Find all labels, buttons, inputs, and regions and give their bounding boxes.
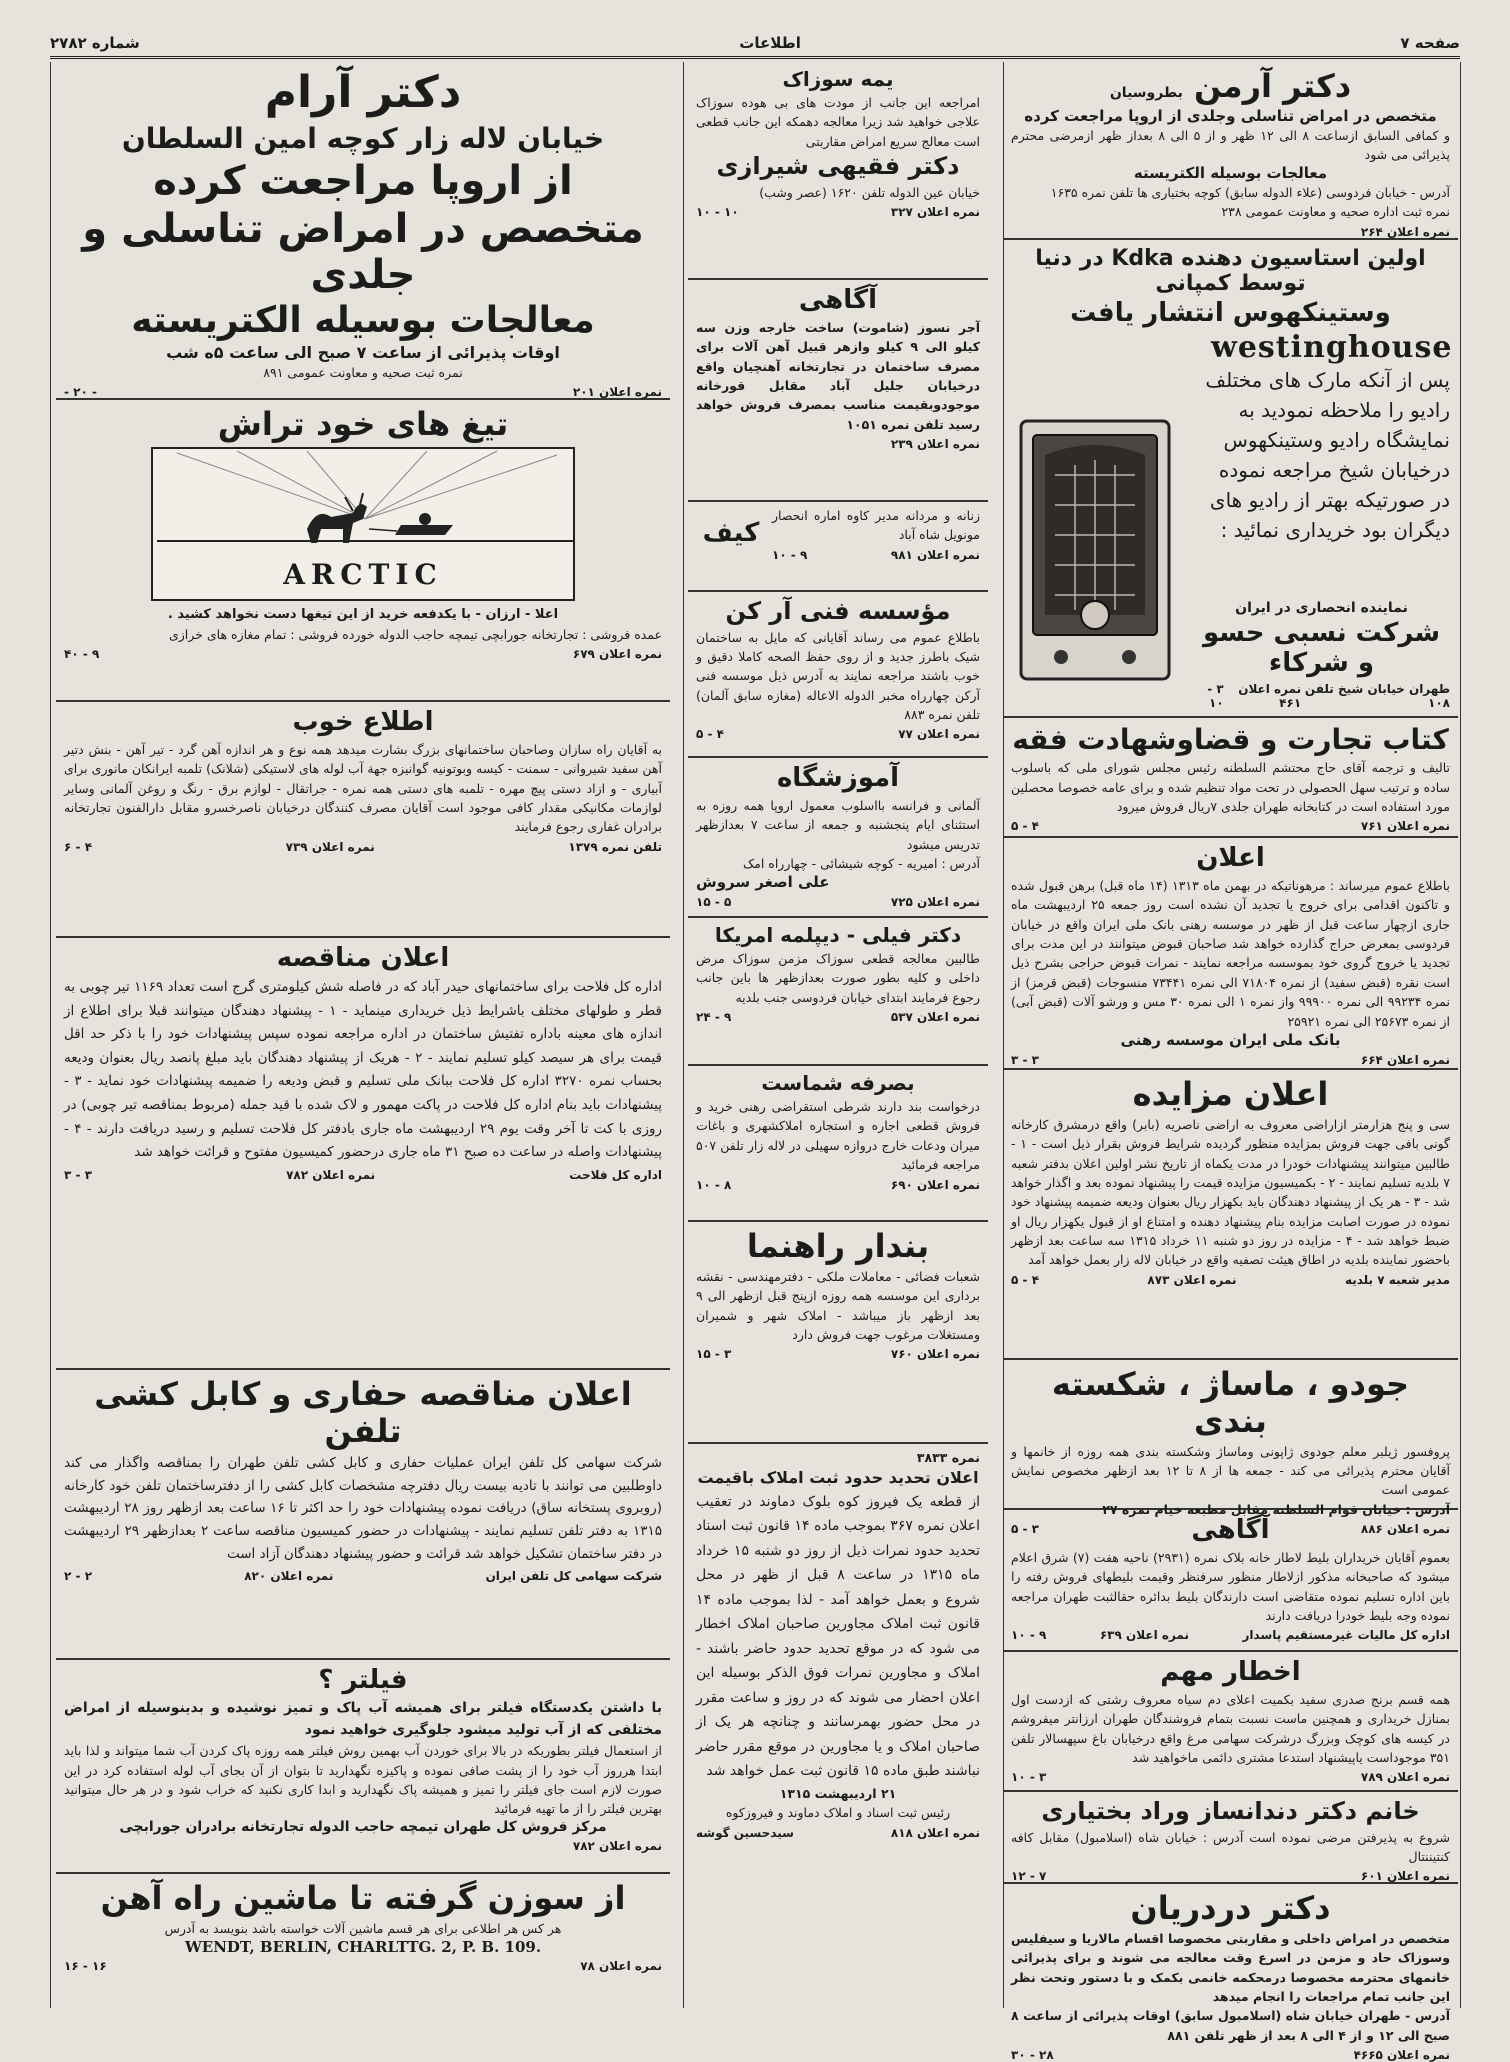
ad-footer: طهران خیابان شیخ تلفن ۱۰۸ نمره اعلان ۴۶۱ ۳ - ۱۰: [1207, 682, 1450, 710]
ad-title: مؤسسه فنی آر کن: [725, 597, 951, 625]
ad-bricks: [688, 280, 988, 502]
ad-book: [1003, 718, 1458, 838]
ad-signature: رئیس ثبت اسناد و املاک دماوند و فیروزکوه: [725, 1805, 951, 1821]
ad-footer: نمره اعلان ۸۱۸ سیدحسین گوشه: [696, 1825, 980, 1840]
ad-body: از استعمال فیلتر بطوریکه در بالا برای خوردن آب بهمین روش فیلتر همه روزه پاک کردن آب شما میتواند و لذا باید ابتدا هرروز آب خود را از پشت صافی نموده و پاکیزه نگهدارید تا بتوان از آن بجای آب لوله استفاده کرد در این صورت لازم است جای فیلتر را تمیز و همیشه پاک نگهدارید و ابدا کاری نکنید که خراب شود و در هر حال میتوانید بهترین فیلتر را از ما تهیه فرمائید: [64, 1743, 662, 1817]
ad-title: اعلان: [1196, 843, 1265, 873]
paper-name: اطلاعات: [739, 34, 801, 52]
ad-basirat: [688, 1066, 988, 1222]
ad-footer: نمره اعلان ۷۸ ۱۶ - ۱۶: [64, 1959, 662, 1974]
ad-title: اعلان مناقصه: [276, 943, 450, 973]
ad-razor-blades: [56, 400, 670, 702]
ad-body: زنانه و مردانه مدیر کاوه اماره انحصار مونویل شاه آباد: [772, 508, 980, 543]
ad-body: شعبات فضائی - معاملات ملکی - دفترمهندسی - نقشه برداری این موسسه همه روزه ازپنج قبل ازظهر الی ۹ بعد ازظهر باز میباشد - املاک شهر و شمیران ومستغلات مرغوب جهت فروش دارد: [696, 1268, 980, 1342]
ad-body: شرکت سهامی کل تلفن ایران عملیات حفاری و کابل کشی تلفن طهران را بمناقصه واگذار می کند داوطلبین می توانند با تادیه بیست ریال دفترچه مشخصات کابل کشی را از دفترساختمان تلفن خود کارخانه (روبروی پستخانه ساق) دریافت نموده پیشنهادات خود را حد اکثر تا ۱۶ ساعت بعد ازظهر روز ۲۸ اردیبهشت ۱۳۱۵ به دفتر تلفن تسلیم نمایند - پیشنهادات در حضور کمیسیون مناقصه ساعت ۲ بعدازظهر ۲۹ اردیبهشت در دفتر ساختمان تشکیل خواهد شد قرائت و حضور پیشنهاد دهندگان آزاد است: [64, 1454, 663, 1563]
notice-number: نمره ۳۸۳۳: [916, 1450, 980, 1465]
ad-title: آگاهی: [1191, 1515, 1270, 1545]
ad-footer: نمره اعلان ۹۸۱ ۹ - ۱۰: [772, 547, 980, 562]
company-name: شرکت نسبی حسو و شرکاء: [1202, 618, 1441, 679]
ad-body: طالبین معالجه قطعی سوزاک مزمن سوزاک مرض داخلی و کلیه بطور صورت بعدازظهر ها باین جانب رجوع فرمایند ابتدای خیابان فردوسی جنب بلدیه: [696, 951, 980, 1005]
ad-body: درخواست بند دارند شرطی استقراضی رهنی خرید و فروش قطعی اجاره و استجاره املاکشهری و باغات میران ودعات خارج دروازه سهیلی در لاله زار تلفن ۵۰۷ مراجعه فرمائید: [696, 1099, 980, 1173]
ad-dr-armen: [1003, 62, 1458, 240]
ad-body: پس از آنکه مارک های مختلف رادیو را ملاحظه نمودید به نمایشگاه رادیو وستینکهوس درخیابان شیخ مراجعه نموده در صورتیکه بهتر از رادیو های دیگران بود خریداری نمائید :: [1205, 368, 1450, 543]
ad-body: سی و پنج هزارمتر ازاراضی معروف به اراضی ناصریه (بابر) واقع درمشرق کارخانه گونی بافی جهت فروش بمزایده منظور گردیده شرایط فروش بقرار ذیل است - ۱ - طالبین میتوانند پیشنهادات خودرا در مدت یکماه از تاریخ نشر اولین اعلان بدفتر شعبه ۷ بلدیه تسلیم نمایند - ۲ - بکمیسیون مزایده قیمت را پیشنهاد نموده بعد و اگذار خواهد شد - ۳ - هر یک از پیشنهاد دهندگان باید بکهزار ریال بعنوان ودیعه ضمیمه پیشنهاد خود نموده در صورت اصابت مزایده بنام پیشنهاد دهنده و امتناع او از قبول یکهزار ریال او ضبط خواهد شد - ۴ - مزایده در روز دو شنبه ۱۱ خرداد ۱۳۱۵ سه ساعت بعد ازظهر باحضور نماینده بلدیه در اطاق هیئت تصفیه واقع در خیابان لاله زار بعمل خواهد آمد: [1011, 1116, 1451, 1268]
ad-footer: نمره اعلان ۶۶۴ ۳ - ۳: [1011, 1052, 1450, 1067]
ad-title: اعلان مناقصه حفاری و کابل کشی تلفن: [94, 1375, 632, 1450]
ad-title: فیلتر ؟: [318, 1665, 408, 1695]
ad-title: کیف: [702, 517, 760, 548]
ad-address: آدرس - طهران خیابان شاه (اسلامبول سابق) اوقات پذیرائی از ساعت ۸ صبح الی ۱۲ و از ۴ الی ۸ بعد از ظهر تلفن ۸۸۱: [1011, 2008, 1450, 2043]
ad-address: خیابان عین الدوله تلفن ۱۶۲۰ (عصر وشب): [759, 184, 980, 200]
ad-bank-notice: [1003, 838, 1458, 1070]
ad-title: بصرفه شماست: [761, 1071, 915, 1095]
ad-address: آدرس : امیریه - کوچه شیشائی - چهارراه امک: [742, 856, 980, 872]
ad-dealer: عمده فروشی : تجارتخانه جورابچی تیمچه حاجب الدوله خورده فروشی : تمام مغازه های خرازی: [168, 626, 662, 642]
page-number: صفحه ۷: [1400, 34, 1460, 52]
ad-footer: نمره اعلان ۴۶۶۵ ۲۸ - ۳۰: [1011, 2048, 1450, 2062]
ad-auction: [1003, 1070, 1458, 1360]
right-column: [1003, 62, 1458, 2062]
ad-tender-phone: [56, 1370, 670, 1660]
ad-footer: نمره اعلان ۷۶۰ ۳ - ۱۵: [696, 1347, 980, 1362]
ad-subtitle: متخصص در امراض تناسلی وجلدی از اروپا مراجعت کرده: [1024, 106, 1437, 125]
ad-body: هر کس هر اطلاعی برای هر قسم ماشین آلات خواسته باشد بنویسد به آدرس: [164, 1920, 562, 1936]
ad-title: دکتر دردریان: [1130, 1889, 1331, 1927]
brand-name: westinghouse: [1211, 330, 1453, 366]
ad-title: از سوزن گرفته تا ماشین راه آهن: [100, 1879, 626, 1917]
ad-body: تالیف و ترجمه آقای حاج محتشم السلطنه رئیس مجلس شورای ملی که باسلوب ساده و ترتیب سهل الحصولی در تحت مواد تنظیم شده و برای عامه خصوصا محصلین مورد استفاده است در کتابخانه طهران جلدی ۷ریال فروش میرود: [1011, 760, 1450, 814]
ad-footer: مدیر شعبه ۷ بلدیه نمره اعلان ۸۷۳ ۴ - ۵: [1011, 1272, 1450, 1287]
column-rule: [683, 62, 684, 2008]
ad-registration: نمره ثبت صحیه و معاونت عمومی ۸۹۱: [263, 364, 463, 380]
ad-body: اداره کل فلاحت برای ساختمانهای حیدر آباد که در فاصله شش کیلومتری گرج است تعداد ۱۱۶۹ تیر چوبی به قطر و طولهای مختلف باشرایط ذیل خریداری مینماید - ۱ - پیشنهاد دهندگان میتوانند قبلا برای اطلاع از اندازه های معینه باداره تفتیش ساختمان در اداره مراجعه نموده سپس پیشنهادات خود را با ذکر حد اقل قیمت برای هر سیصد کیلو تسلیم نمایند - ۲ - هریک از پیشنهاد دهندگان باید مبلغ پانصد ریال بعنوان ودیعه بحساب نمره ۳۲۷۰ اداره کل فلاحت ببانک ملی تسلیم و قبض ودیعه را ضمیمه پیشنهادات خود نماید - ۳ - پیشنهادات باید بنام اداره کل فلاحت در پاکت مهمور و لاک شده با قید جمله (مربوط بمناقصه تیر چوبی) در روزی با کت تا آخر وقت یوم ۲۹ اردیبهشت ماه جاری بادفتر کل فلاحت تسلیم و رسید دریافت دارند - ۴ - پیشنهادات واصله در ساعت ده صبح ۳۱ ماه جاری درحضور کمیسیون مفتوح و قرائت خواهد شد: [64, 978, 663, 1161]
ad-body: متخصص در امراض داخلی و مقاربتی مخصوصا اقسام مالاریا و سیفلیس وسوزاک حاد و مزمن در اسرع وقت معالجه می شوند و برای پذیرائی خانمهای محترمه مخصوصا درمحکمه خانمی بکمک و با دستور وتحت نظر این جانب تمام مراجعات را انجام میدهد: [1011, 1930, 1450, 2004]
ad-dealer: مرکز فروش کل طهران تیمچه حاجب الدوله تجارتخانه برادران جورابچی: [119, 1818, 607, 1835]
ad-subtitle: معالجات بوسیله الکتریسته: [1133, 164, 1328, 183]
ad-body: شروع به پذیرفتن مرضی نموده است آدرس : خیابان شاه (اسلامبول) مقابل کافه کنتیننتال: [1011, 1829, 1450, 1864]
ad-headline: معالجات بوسیله الکتریسته: [131, 299, 595, 341]
ad-body: امراجعه این جانب از مودت های بی هوده سوزاک علاجی خواهید شد زیرا معالجه دهمکه این جانب قطعی است معالج سریع امراض مقاربتی: [696, 95, 980, 149]
ad-footer: تلفن نمره ۱۳۷۹ نمره اعلان ۷۳۹ ۴ - ۶: [64, 839, 662, 854]
ad-land-registry: [688, 1444, 988, 2008]
ad-title: آموزشگاه: [776, 763, 900, 793]
ad-lead: با داشتن یکدستگاه فیلتر برای همیشه آب پاک و تمیز نوشیده و بدینوسیله از امراض مختلفی که از آب تولید میشود جلوگیری خواهید نمود: [64, 1699, 662, 1738]
ad-dr-aram: [56, 62, 670, 400]
ad-footer: نمره اعلان ۶۰۱ ۷ - ۱۲: [1011, 1869, 1450, 1884]
ad-footer: نمره اعلان ۵۳۷ ۹ - ۲۴: [696, 1010, 980, 1025]
left-column: [56, 62, 670, 2008]
ad-body: همه قسم برنج صدری سفید بکمیت اعلای دم سیاه معروف رشتی که ازدست اول بمنازل خریداری و همچنین ماست نسبت بتمام فروشندگان طهران ارزانتر میفروشم در کیسه های کوچک وبزرگ درشرکت سهامی مرغ واقع درخیابان باغ سپهسالار تلفن ۳۵۱ موجوداست یاپیشنهاد استدعا مشتری دائمی ماخواهید شد: [1011, 1691, 1450, 1766]
foreign-address: WENDT, BERLIN, CHARLTTG. 2, P. B. 109.: [184, 1938, 542, 1957]
ad-footer: نمره اعلان ۶۹۰ ۸ - ۱۰: [696, 1177, 980, 1192]
issue-number: شماره ۲۷۸۲: [50, 34, 140, 52]
column-rule: [50, 62, 51, 2008]
ad-title: تیغ های خود تراش: [217, 405, 509, 443]
ad-tender-wood: [56, 938, 670, 1370]
middle-column: [688, 62, 988, 2008]
ad-title: اطلاع خوب: [292, 707, 434, 737]
ad-footer: نمره اعلان ۸۸۶ ۳ - ۵: [1011, 1522, 1450, 1537]
ad-footer: نمره اعلان ۲۳۹: [890, 437, 980, 452]
ad-footer: نمره اعلان ۷۸۹ ۳ - ۱۰: [1011, 1770, 1450, 1785]
ad-footer: نمره اعلان ۳۲۷ ۱۰ - ۱۰: [696, 205, 980, 220]
ad-body: باطلاع عموم می رساند آقایانی که مایل به ساختمان شیک باطرز جدید و از روی حفظ الصحه کاملا دقیق و خوب باشند مراجعه نمایند به آدرس ذیل موسسه فنی آرکن چهارراه مخبر الدوله الاعاله (مغازه سابق آلمان) تلفن نمره ۸۸۳: [696, 629, 980, 723]
ad-body: اعلا - ارزان - با یکدفعه خرید از این تیغها دست نخواهد کشید .: [167, 606, 559, 622]
radio-illustration: [1015, 415, 1175, 685]
ad-footer: نمره اعلان ۲۶۴: [1360, 224, 1450, 239]
ad-headline: متخصص در امراض تناسلی و جلدی: [82, 205, 644, 298]
ad-school: [688, 758, 988, 918]
brand-logo-text: ARCTIC: [283, 557, 443, 591]
ad-footer: نمره اعلان ۷۸۲: [572, 1839, 662, 1854]
teacher-name: علی اصغر سروش: [696, 873, 830, 892]
column-rule: [1460, 62, 1461, 2008]
ad-footer: اداره کل فلاحت نمره اعلان ۷۸۲ ۳ - ۳: [64, 1167, 662, 1182]
ad-address: خیابان لاله زار کوچه امین السلطان: [121, 121, 605, 155]
ad-address: آدرس - خیابان فردوسی (علاء الدوله سابق) کوچه بختیاری ها تلفن نمره ۱۶۳۵: [1050, 185, 1450, 201]
ad-body: پروفسور ژیلبر معلم جودوی ژاپونی وماساژ وشکسته بندی همه روزه از خانمها و آقایان محترم پذیرائی می کند - جمعه ها از ۸ تا ۱۲ بعد ازظهر مخصوص نمایش عمومی است: [1011, 1443, 1451, 1498]
ad-footer: نمره اعلان ۷۶۱ ۴ - ۵: [1011, 819, 1450, 834]
ad-title: خانم دکتر دندانساز وراد بختیاری: [1041, 1797, 1420, 1825]
ad-body: آجر نسوز (شاموت) ساخت خارجه وزن سه کیلو الی ۹ کیلو وازهر قبیل آهن آلات برای مصرف ساختمان در تجارتخانه آهنچیان واقع درخیابان جلیل آباد مقابل قورخانه موجودوبقیمت مناسب بمصرف فروش خواهد رسید تلفن نمره ۱۰۵۱: [696, 319, 980, 432]
ad-title: اعلان مزایده: [1132, 1075, 1329, 1113]
ad-body: و کمافی السابق ازساعت ۸ الی ۱۲ ظهر و از ۵ الی ۸ بعداز ظهر ازمرضی محترم پذیرائی می شود: [1011, 127, 1450, 162]
ad-footer: نمره اعلان ۶۷۹ ۹ - ۴۰: [64, 647, 662, 662]
ad-bags: [688, 502, 988, 592]
ad-good-news: [56, 702, 670, 938]
ad-footer: اداره کل مالیات غیرمستقیم پاسدار نمره اعلان ۶۳۹ ۹ - ۱۰: [1011, 1628, 1450, 1643]
ad-title: دکتر آرمن بطروسیان: [1109, 67, 1352, 105]
ad-title: جودو ، ماساژ ، شکسته بندی: [1051, 1365, 1410, 1440]
ad-title: دکتر آرام: [264, 67, 462, 118]
ad-signature: بانک ملی ایران موسسه رهنی: [1120, 1030, 1341, 1049]
ad-title: کتاب تجارت و قضاوشهادت فقه: [1012, 723, 1449, 756]
ad-footer: نمره اعلان ۷۲۵ ۵ - ۱۵: [696, 895, 980, 910]
ad-dr-dardarian: [1003, 1884, 1458, 2062]
ad-wendt-berlin: [56, 1874, 670, 2008]
ad-title: اخطار مهم: [1160, 1657, 1301, 1687]
ad-body: به آقایان راه سازان وصاحبان ساختمانهای بزرگ بشارت میدهد همه نوع و هر اندازه آهن گرد - تیر آهن - بنش دتیر آهن سفید شیروانی - سمنت - کیسه وبوتونیه گوانیزه جهة آب لوله های لاستیکی (شلانک) تلمبه ایرانکان مانوری برای آبیاری - و ازاد دستی پیچ مهره - تلمبه های دستی همه نمره - جراتقال - لوازم برق - رنگ و روغن آلمانی وسایر لوازمات مکانیکی مقدار کافی موجود است آقایان مصرف کنندگان درخیابان ناصرخسرو مقابل دارالفنون تجارتخانه برادران غفاری رجوع فرمایند: [64, 741, 662, 835]
ad-arkon: [688, 592, 988, 758]
ad-filter: [56, 1660, 670, 1874]
ad-address: آدرس : خیابان قوام السلطنه مقابل مطبعه خیام نمره ۲۷: [1102, 1501, 1450, 1517]
ad-registration: نمره ثبت اداره صحیه و معاونت عمومی ۲۳۸: [1221, 204, 1450, 220]
ad-footer: نمره اعلان ۷۷ ۴ - ۵: [696, 727, 980, 742]
ad-footer: شرکت سهامی کل تلفن ایران نمره اعلان ۸۲۰ ۲ - ۲: [64, 1569, 662, 1584]
ad-title: اولین استاسیون دهنده Kdka در دنیا توسط کمپانی: [1035, 246, 1426, 297]
ad-title: اعلان تحدید حدود ثبت املاک باقیمت: [697, 1468, 979, 1488]
masthead: [50, 30, 1460, 59]
ad-agahi-lottery: [1003, 1510, 1458, 1652]
ad-dr-feeli: [688, 918, 988, 1066]
ad-footer: نمره اعلان ۲۰۱ - ۲۰ -: [64, 385, 662, 400]
ad-title: دکتر فیلی - دیپلمه امریکا: [714, 923, 962, 947]
ad-headline: از اروپا مراجعت کرده: [153, 157, 573, 204]
ad-body: آلمانی و فرانسه بااسلوب معمول اروپا همه روزه به استثنای ایام پنجشنبه و جمعه از ساعت ۷ بعدازظهر تدریس میشود: [696, 797, 980, 852]
ad-body: باطلاع عموم میرساند : مرهوناتیکه در بهمن ماه ۱۳۱۳ (۱۴ ماه قبل) برهن قبول شده و تاکنون اقدامی برای خروج یا تجدید آن نشده است روز جمعه ۲۵ اردیبهشت ماه جاری ازچهار ساعت قبل از ظهر در موسسه رهنی بانک ملی ایران واقع در خیابان فردوسی بمعرض حراج گذارده خواهد شد صاحبان قبوض میتوانند در این مدت برای تجدید یا خروج گروی خود بموسسه مراجعه نمایند - نمرات قبوض حراجی بشرح ذیل است نقره (قبض سفید) از نمره ۷۱۸۰۴ الی نمره ۷۳۴۴۱ منسوجات (قبض قرمز) از نمره ۹۹۲۳۴ الی نمره ۹۹۹۰۰ واز نمره ۱ الی نمره ۳۰ مس و ورشو آلات (قبض آبی) از نمره ۲۵۶۷۳ الی نمره ۲۵۹۲۱: [1011, 877, 1451, 1029]
ad-title: یمه سوزاک: [782, 67, 894, 91]
razor-blade-illustration: [151, 447, 575, 601]
ad-title: بندار راهنما: [746, 1227, 930, 1265]
ad-body: بعموم آقایان خریداران بلیط لاطار خانه بلاک نمره (۲۹۳۱) ناحیه هفت (۷) شرق اعلام میشود که صاحبخانه مذکور ازلاطار منظور سرفنظر وقیمت بلیطهای فروش رفته را باین اداره تسلیم نموده متقاضی است دارندگان بلیط بدائره حقالثبت طهران مراجعه نموده وجه بلیط خودرا دریافت دارند: [1011, 1549, 1450, 1624]
ad-warning: [1003, 1652, 1458, 1792]
ad-westinghouse: [1003, 240, 1458, 718]
doctor-name: دکتر فقیهی شیرازی: [716, 152, 960, 181]
ad-title: آگاهی: [798, 285, 878, 315]
ad-title: وستینکهوس انتشار یافت: [1070, 297, 1391, 328]
notice-date: ۲۱ اردیبهشت ۱۳۱۵: [779, 1785, 897, 1801]
ad-dentist: [1003, 1792, 1458, 1884]
ad-bandar: [688, 1222, 988, 1444]
ad-syphilis: [688, 62, 988, 280]
ad-hours: اوقات پذیرائی از ساعت ۷ صبح الی ساعت ۵ه شب: [166, 342, 560, 362]
ad-body: از قطعه یک فیروز کوه بلوک دماوند در تعقیب اعلان نمره ۳۶۷ بموجب ماده ۱۴ قانون ثبت اسناد تحدید حدود نمرات ذیل از روز دو شنبه ۱۵ خرداد ماه ۱۳۱۵ در ساعت ۸ قبل از ظهر در محل شروع و بعمل خواهد آمد - لذا بموجب ماده ۱۴ قانون ثبت املاک مجاورین صاحبان املاک اخطار می شود که در موقع تحدید حدود حاضر باشند - املاک و مجاورین نمرات فوق الذکر بوسیله این اعلان احضار می شوند که در روز و ساعت مقرر در محل حضور بهمرسانند و چنانچه هر یک از صاحبان املاک و یا مجاورین در موقع مقرر حاضر نباشند طبق ماده ۱۵ قانون ثبت عمل خواهد شد: [696, 1493, 981, 1780]
agent-label: نماینده انحصاری در ایران: [1235, 599, 1408, 616]
